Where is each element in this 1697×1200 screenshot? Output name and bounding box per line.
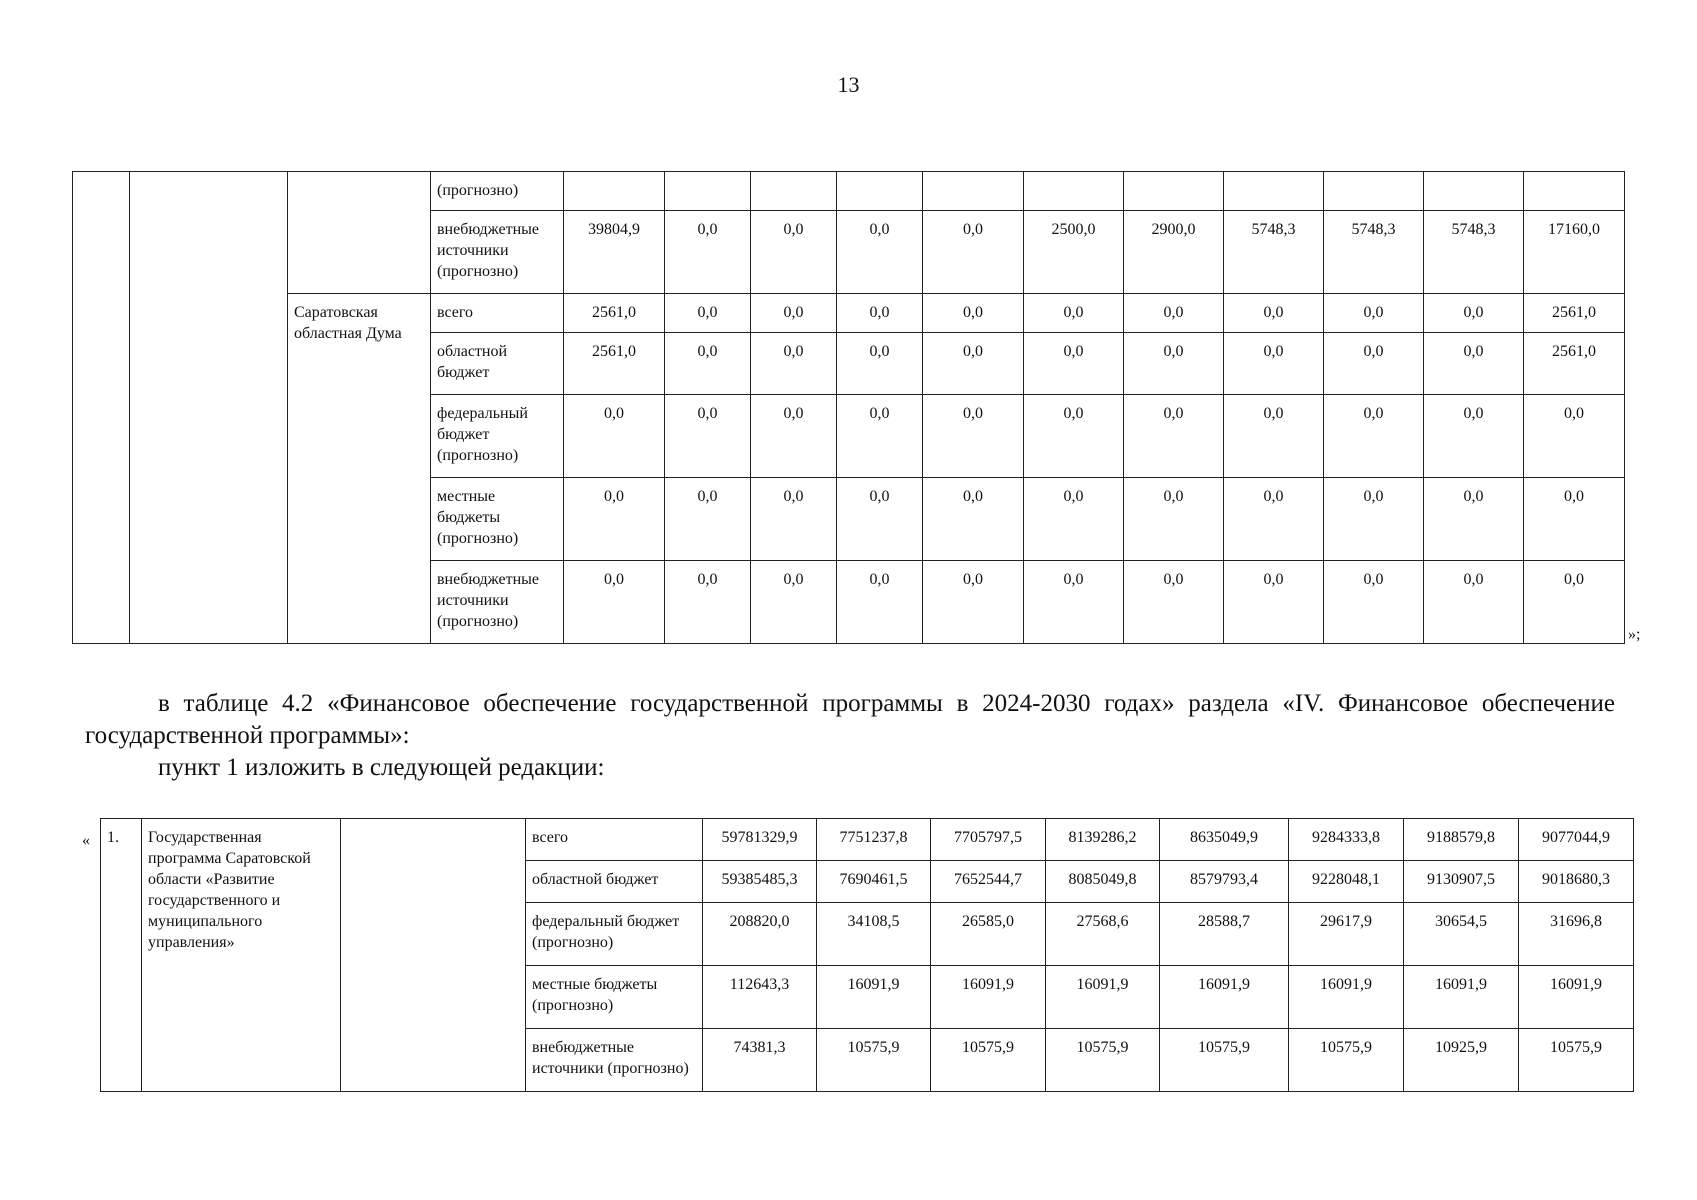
value-cell-text: 0,0 — [1463, 405, 1484, 422]
value-cell — [931, 966, 1046, 1029]
value-cell-text: 16091,9 — [1320, 976, 1372, 993]
value-cell-text: 0,0 — [1263, 304, 1284, 321]
value-cell-text — [1124, 172, 1223, 180]
value-cell — [1124, 395, 1224, 478]
source-label — [526, 1029, 703, 1092]
value-cell-text: 10575,9 — [847, 1039, 900, 1056]
value-cell — [665, 478, 751, 561]
value-cell-text — [1324, 172, 1423, 180]
value-cell-text: 0,0 — [869, 221, 890, 238]
value-cell — [1160, 1029, 1289, 1092]
program-name-cell-text: Государственная программа Саратовской области «Развитие государственного и муниципального управления» — [148, 829, 311, 951]
value-cell-text: 2561,0 — [1552, 304, 1596, 321]
program-name-cell — [142, 819, 341, 1092]
source-label-text: местные бюджеты (прогнозно) — [532, 976, 658, 1014]
value-cell — [817, 861, 931, 903]
value-cell — [837, 478, 923, 561]
page-number: 13 — [837, 72, 860, 97]
value-cell — [1324, 333, 1424, 395]
table-row — [101, 819, 1634, 861]
value-cell-text: 9077044,9 — [1542, 829, 1610, 846]
value-cell-text: 0,0 — [1363, 571, 1384, 588]
value-cell — [751, 172, 837, 211]
value-cell — [1424, 561, 1524, 644]
value-cell — [817, 1029, 931, 1092]
value-cell-text: 7751237,8 — [839, 829, 908, 846]
value-cell — [837, 294, 923, 333]
source-label-text: всего — [437, 304, 474, 321]
value-cell — [1024, 478, 1124, 561]
value-cell-text: 0,0 — [963, 343, 983, 360]
value-cell-text: 0,0 — [1063, 405, 1084, 422]
value-cell — [1519, 966, 1634, 1029]
value-cell — [1289, 819, 1404, 861]
table-row — [73, 294, 1625, 333]
value-cell — [1404, 903, 1519, 966]
value-cell-text: 0,0 — [1363, 343, 1384, 360]
value-cell — [923, 561, 1024, 644]
source-label-text: (прогнозно) — [437, 182, 519, 199]
value-cell-text: 28588,7 — [1198, 913, 1250, 930]
value-cell — [1160, 966, 1289, 1029]
value-cell-text: 16091,9 — [847, 976, 900, 993]
value-cell-text: 0,0 — [1463, 571, 1484, 588]
value-cell-text — [751, 172, 836, 180]
value-cell — [665, 561, 751, 644]
value-cell-text: 8139286,2 — [1068, 829, 1137, 846]
value-cell-text: 0,0 — [604, 488, 624, 505]
value-cell-text: 0,0 — [869, 571, 890, 588]
executor-cell-text: Саратовская областная Дума — [294, 304, 402, 342]
value-cell — [703, 1029, 817, 1092]
value-cell-text: 7705797,5 — [954, 829, 1022, 846]
value-cell — [564, 211, 665, 294]
value-cell-text: 0,0 — [963, 488, 983, 505]
value-cell-text: 0,0 — [783, 221, 804, 238]
value-cell — [1160, 903, 1289, 966]
value-cell — [1289, 966, 1404, 1029]
value-cell — [1224, 294, 1324, 333]
value-cell — [1424, 333, 1524, 395]
value-cell — [665, 211, 751, 294]
value-cell — [1519, 1029, 1634, 1092]
value-cell-text: 0,0 — [1463, 488, 1484, 505]
value-cell — [1524, 172, 1625, 211]
value-cell-text: 0,0 — [697, 571, 718, 588]
value-cell-text: 31696,8 — [1550, 913, 1602, 930]
value-cell-text: 0,0 — [697, 405, 718, 422]
value-cell — [751, 478, 837, 561]
value-cell-text: 2900,0 — [1151, 221, 1196, 238]
value-cell-text: 2561,0 — [592, 343, 636, 360]
value-cell — [1160, 861, 1289, 903]
value-cell — [1289, 1029, 1404, 1092]
value-cell — [665, 172, 751, 211]
executor-cell-previous — [288, 172, 431, 294]
value-cell — [923, 294, 1024, 333]
value-cell-text: 7690461,5 — [839, 871, 908, 888]
funding-table-continuation — [72, 171, 1625, 644]
value-cell-text: 8579793,4 — [1190, 871, 1258, 888]
value-cell-text: 10925,9 — [1435, 1039, 1487, 1056]
value-cell-text: 10575,9 — [1550, 1039, 1602, 1056]
value-cell-text — [1024, 172, 1123, 180]
value-cell — [1524, 294, 1625, 333]
value-cell-text: 34108,5 — [847, 913, 900, 930]
value-cell — [751, 561, 837, 644]
value-cell-text: 0,0 — [869, 405, 890, 422]
value-cell-text: 0,0 — [604, 405, 624, 422]
value-cell-text: 0,0 — [1564, 405, 1584, 422]
value-cell-text: 59385485,3 — [721, 871, 798, 888]
value-cell — [1524, 478, 1625, 561]
program-cell — [130, 172, 288, 644]
value-cell-text: 8085049,8 — [1068, 871, 1137, 888]
value-cell — [1160, 819, 1289, 861]
value-cell-text: 10575,9 — [1320, 1039, 1372, 1056]
value-cell — [1024, 561, 1124, 644]
value-cell — [1404, 819, 1519, 861]
value-cell-text: 29617,9 — [1320, 913, 1372, 930]
value-cell — [564, 294, 665, 333]
value-cell-text: 0,0 — [1163, 405, 1184, 422]
value-cell-text: 16091,9 — [1435, 976, 1487, 993]
item-number-cell — [101, 819, 142, 1092]
value-cell — [1224, 561, 1324, 644]
value-cell — [703, 819, 817, 861]
value-cell-text: 0,0 — [697, 221, 718, 238]
source-label — [431, 395, 564, 478]
value-cell — [1224, 211, 1324, 294]
value-cell — [817, 966, 931, 1029]
value-cell — [1024, 172, 1124, 211]
source-label — [431, 478, 564, 561]
value-cell — [1424, 172, 1524, 211]
value-cell — [1524, 211, 1625, 294]
value-cell-text: 0,0 — [1363, 405, 1384, 422]
value-cell — [1124, 172, 1224, 211]
value-cell — [665, 333, 751, 395]
value-cell — [837, 172, 923, 211]
value-cell-text: 0,0 — [1363, 488, 1384, 505]
value-cell — [837, 561, 923, 644]
value-cell — [1024, 395, 1124, 478]
value-cell — [564, 333, 665, 395]
source-label — [431, 211, 564, 294]
value-cell — [1046, 861, 1160, 903]
value-cell-text: 0,0 — [869, 343, 890, 360]
value-cell — [1124, 478, 1224, 561]
value-cell-text: 0,0 — [1163, 488, 1184, 505]
value-cell-text: 0,0 — [783, 304, 804, 321]
value-cell — [1404, 861, 1519, 903]
value-cell — [751, 294, 837, 333]
value-cell — [1324, 395, 1424, 478]
value-cell-text: 16091,9 — [1076, 976, 1129, 993]
value-cell — [1046, 966, 1160, 1029]
value-cell-text: 0,0 — [1263, 488, 1284, 505]
value-cell — [564, 172, 665, 211]
value-cell — [1524, 395, 1625, 478]
value-cell — [751, 211, 837, 294]
value-cell-text: 0,0 — [1263, 571, 1284, 588]
value-cell-text: 0,0 — [783, 343, 804, 360]
source-label-text: областной бюджет — [532, 871, 659, 888]
source-label — [526, 966, 703, 1029]
value-cell — [837, 211, 923, 294]
value-cell-text: 10575,9 — [1076, 1039, 1129, 1056]
executor-cell — [341, 819, 526, 1092]
value-cell — [751, 333, 837, 395]
value-cell-text: 2561,0 — [592, 304, 636, 321]
value-cell-text — [1424, 172, 1523, 180]
value-cell — [1424, 478, 1524, 561]
value-cell — [1524, 333, 1625, 395]
value-cell-text: 0,0 — [697, 343, 718, 360]
value-cell-text — [837, 172, 922, 180]
value-cell-text: 0,0 — [783, 488, 804, 505]
amendment-paragraph: в таблице 4.2 «Финансовое обеспечение государственной программы в 2024-2030 годах» раздела «IV. Финансовое обеспечение государственной программы»: — [85, 690, 1615, 749]
value-cell — [1224, 478, 1324, 561]
value-cell — [1324, 172, 1424, 211]
number-cell — [73, 172, 130, 644]
value-cell — [923, 172, 1024, 211]
value-cell-text: 0,0 — [783, 571, 804, 588]
source-label — [431, 172, 564, 211]
value-cell — [665, 395, 751, 478]
value-cell-text: 0,0 — [1063, 571, 1084, 588]
value-cell-text: 16091,9 — [962, 976, 1014, 993]
value-cell — [703, 966, 817, 1029]
source-label-text: областной бюджет — [437, 343, 508, 381]
value-cell — [923, 478, 1024, 561]
value-cell — [665, 294, 751, 333]
value-cell — [931, 1029, 1046, 1092]
value-cell — [1124, 211, 1224, 294]
value-cell — [931, 861, 1046, 903]
program-funding-table — [100, 818, 1634, 1092]
value-cell-text: 0,0 — [1564, 488, 1584, 505]
value-cell-text: 10575,9 — [962, 1039, 1014, 1056]
value-cell — [1324, 211, 1424, 294]
table-row — [73, 172, 1625, 211]
value-cell-text: 9018680,3 — [1542, 871, 1610, 888]
value-cell — [1324, 294, 1424, 333]
value-cell-text — [1224, 172, 1323, 180]
value-cell-text: 16091,9 — [1198, 976, 1250, 993]
source-label-text: федеральный бюджет (прогнозно) — [437, 405, 528, 464]
value-cell-text: 0,0 — [604, 571, 624, 588]
value-cell — [751, 395, 837, 478]
source-label — [526, 903, 703, 966]
value-cell — [817, 819, 931, 861]
value-cell-text: 0,0 — [1463, 343, 1484, 360]
value-cell — [1046, 903, 1160, 966]
value-cell-text — [923, 172, 1023, 180]
value-cell-text: 5748,3 — [1451, 221, 1496, 238]
value-cell-text: 0,0 — [1463, 304, 1484, 321]
value-cell — [1424, 211, 1524, 294]
value-cell-text: 9284333,8 — [1312, 829, 1380, 846]
item-number-cell-text: 1. — [107, 829, 119, 846]
value-cell — [931, 819, 1046, 861]
value-cell-text: 10575,9 — [1198, 1039, 1250, 1056]
amendment-instruction: пункт 1 изложить в следующей редакции: — [158, 754, 605, 781]
value-cell-text: 0,0 — [1063, 488, 1084, 505]
value-cell-text: 8635049,9 — [1190, 829, 1258, 846]
value-cell — [1124, 294, 1224, 333]
value-cell-text: 0,0 — [1063, 343, 1084, 360]
value-cell — [1224, 172, 1324, 211]
value-cell-text: 0,0 — [869, 304, 890, 321]
value-cell — [564, 395, 665, 478]
value-cell — [1224, 395, 1324, 478]
value-cell-text: 39804,9 — [588, 221, 640, 238]
value-cell-text: 0,0 — [697, 304, 718, 321]
value-cell — [1524, 561, 1625, 644]
value-cell — [1024, 294, 1124, 333]
value-cell-text — [564, 172, 664, 180]
value-cell — [1124, 561, 1224, 644]
value-cell-text: 0,0 — [1063, 304, 1084, 321]
value-cell — [1024, 333, 1124, 395]
value-cell-text: 2561,0 — [1552, 343, 1596, 360]
value-cell — [1324, 561, 1424, 644]
executor-cell — [288, 294, 431, 644]
value-cell-text: 5748,3 — [1251, 221, 1296, 238]
value-cell-text: 17160,0 — [1548, 221, 1600, 238]
value-cell — [1046, 1029, 1160, 1092]
value-cell-text: 0,0 — [1163, 571, 1184, 588]
value-cell-text: 0,0 — [1263, 343, 1284, 360]
value-cell-text: 30654,5 — [1435, 913, 1487, 930]
value-cell — [1324, 478, 1424, 561]
closing-quote-mark: »; — [1628, 626, 1641, 643]
value-cell-text: 0,0 — [1263, 405, 1284, 422]
value-cell — [1424, 294, 1524, 333]
opening-quote-mark: « — [82, 832, 90, 849]
value-cell — [1046, 819, 1160, 861]
source-label-text: внебюджетные источники (прогнозно) — [437, 221, 539, 280]
value-cell — [703, 861, 817, 903]
value-cell — [923, 211, 1024, 294]
value-cell-text: 27568,6 — [1076, 913, 1129, 930]
value-cell — [564, 561, 665, 644]
value-cell-text: 26585,0 — [962, 913, 1014, 930]
value-cell — [1024, 211, 1124, 294]
source-label-text: внебюджетные источники (прогнозно) — [532, 1039, 689, 1077]
value-cell-text: 7652544,7 — [954, 871, 1022, 888]
value-cell-text: 0,0 — [963, 405, 983, 422]
value-cell — [923, 333, 1024, 395]
value-cell-text: 112643,3 — [729, 976, 790, 993]
source-label — [431, 561, 564, 644]
source-label-text: всего — [532, 829, 569, 846]
source-label — [431, 333, 564, 395]
source-label-text: внебюджетные источники (прогнозно) — [437, 571, 539, 630]
value-cell-text: 208820,0 — [729, 913, 790, 930]
value-cell-text: 0,0 — [783, 405, 804, 422]
value-cell-text: 0,0 — [869, 488, 890, 505]
value-cell-text: 2500,0 — [1051, 221, 1096, 238]
value-cell-text: 59781329,9 — [721, 829, 798, 846]
value-cell — [1289, 903, 1404, 966]
source-label — [526, 861, 703, 903]
value-cell — [1519, 819, 1634, 861]
value-cell — [1404, 966, 1519, 1029]
value-cell-text: 9130907,5 — [1427, 871, 1495, 888]
value-cell-text: 0,0 — [963, 221, 983, 238]
value-cell-text: 0,0 — [963, 571, 983, 588]
value-cell-text — [1524, 172, 1624, 180]
value-cell — [1289, 861, 1404, 903]
value-cell-text: 5748,3 — [1351, 221, 1396, 238]
value-cell — [817, 903, 931, 966]
value-cell — [1404, 1029, 1519, 1092]
value-cell — [703, 903, 817, 966]
value-cell-text: 16091,9 — [1550, 976, 1602, 993]
value-cell-text: 0,0 — [963, 304, 983, 321]
value-cell-text: 74381,3 — [733, 1039, 786, 1056]
value-cell — [1224, 333, 1324, 395]
value-cell-text: 0,0 — [1163, 304, 1184, 321]
value-cell-text — [665, 172, 750, 180]
value-cell — [837, 333, 923, 395]
value-cell — [1519, 861, 1634, 903]
value-cell — [837, 395, 923, 478]
source-label — [526, 819, 703, 861]
value-cell — [923, 395, 1024, 478]
value-cell — [1519, 903, 1634, 966]
value-cell-text: 9228048,1 — [1312, 871, 1380, 888]
value-cell-text: 0,0 — [1564, 571, 1584, 588]
value-cell — [1424, 395, 1524, 478]
value-cell-text: 0,0 — [1363, 304, 1384, 321]
value-cell — [564, 478, 665, 561]
value-cell-text: 9188579,8 — [1427, 829, 1495, 846]
source-label — [431, 294, 564, 333]
source-label-text: федеральный бюджет (прогнозно) — [532, 913, 680, 951]
source-label-text: местные бюджеты (прогнозно) — [437, 488, 519, 547]
value-cell — [931, 903, 1046, 966]
value-cell-text: 0,0 — [697, 488, 718, 505]
value-cell-text: 0,0 — [1163, 343, 1184, 360]
value-cell — [1124, 333, 1224, 395]
